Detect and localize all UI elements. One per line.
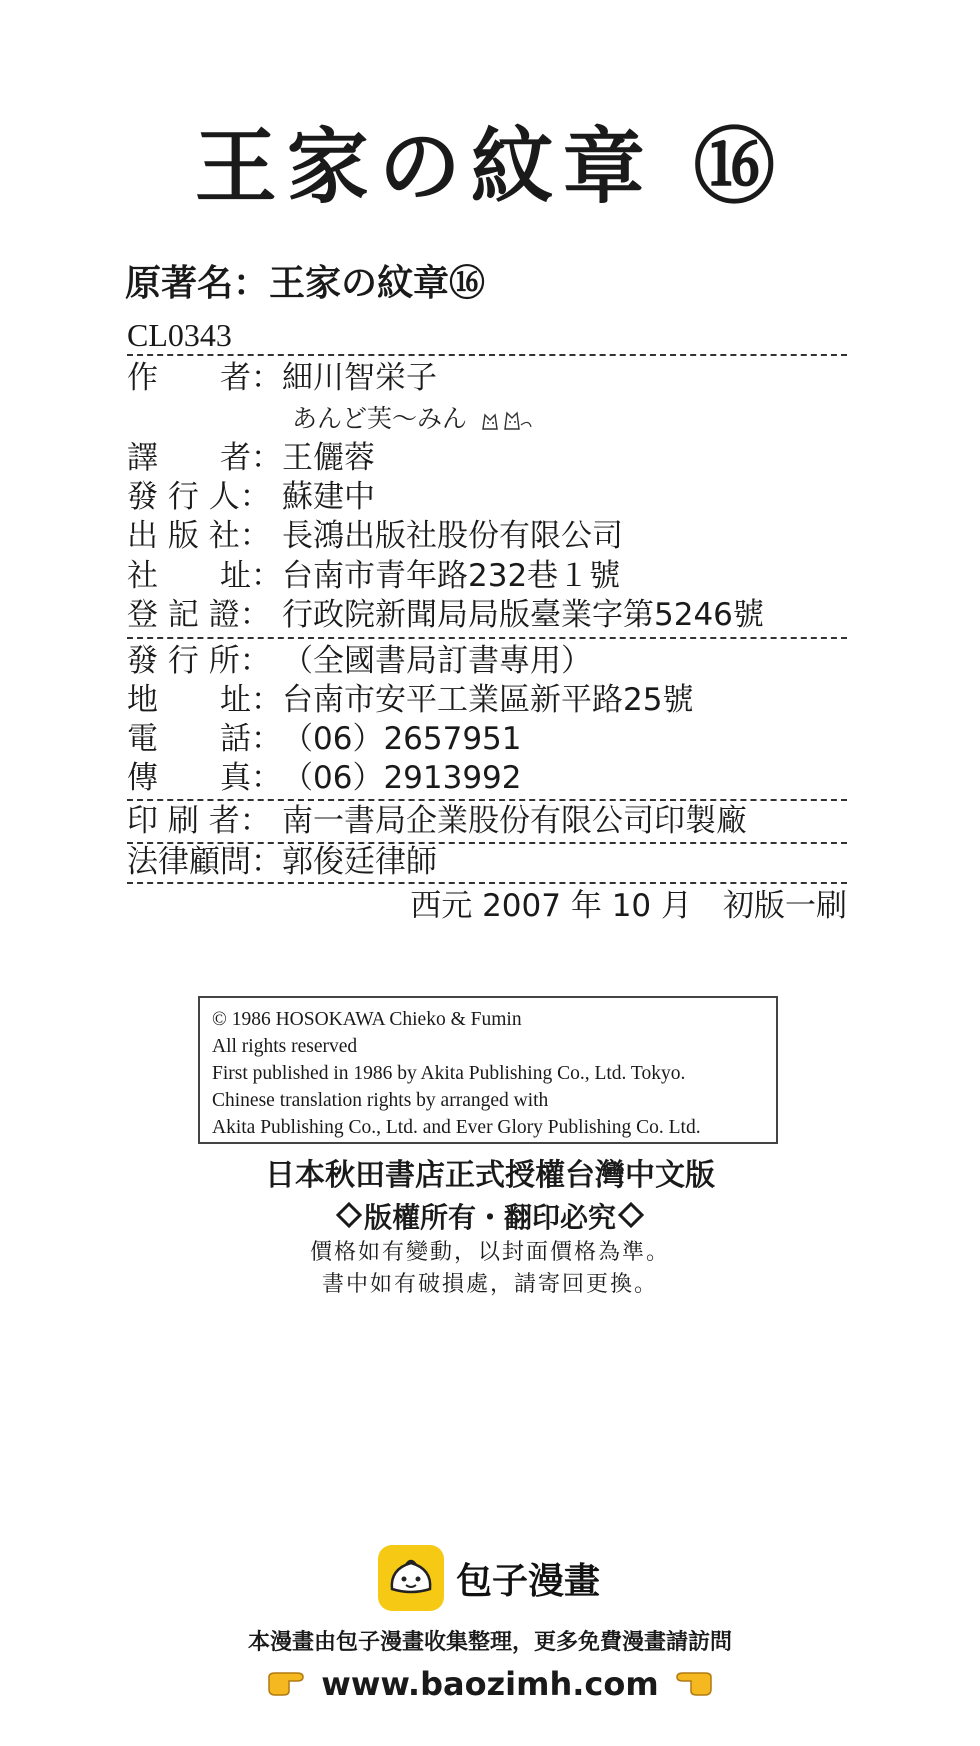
copyright-line: Chinese translation rights by arranged with (212, 1090, 549, 1111)
dist-row-phone (127, 719, 522, 759)
dist-value: （06）2913992 (282, 760, 522, 796)
copyright-line: Akita Publishing Co., Ltd. and Ever Glory Publishing Co. Ltd. (212, 1117, 701, 1138)
dist-label: 傳 真： (127, 760, 282, 796)
rights-text: 版權所有・翻印必究 (363, 1201, 616, 1234)
brand-block[interactable] (378, 1545, 600, 1611)
divider (127, 637, 847, 639)
price-note: 價格如有變動，以封面價格為準。 (309, 1240, 670, 1265)
credit-label: 譯 者： (127, 440, 282, 476)
site-url[interactable]: www.baozimh.com (321, 1665, 659, 1703)
credit-value: 行政院新聞局局版臺業字第5246號 (282, 597, 764, 633)
credit-row-publisher-person (127, 477, 375, 517)
credit-row-address (127, 556, 620, 596)
copyright-box (198, 996, 778, 1144)
main-title: 王家の紋章 ⑯ (194, 120, 786, 215)
dist-label: 電 話： (127, 721, 282, 757)
print-value: 南一書局企業股份有限公司印製廠 (282, 803, 747, 839)
copyright-line: © 1986 HOSOKAWA Chieko & Fumin (212, 1009, 522, 1030)
diamond-left-icon (336, 1199, 362, 1239)
dist-row-office (127, 641, 592, 681)
credit-label: 發 行 人： (127, 479, 271, 515)
credit-value: 台南市青年路232巷１號 (282, 558, 621, 594)
bun-logo-icon (378, 1545, 444, 1611)
print-value: 郭俊廷律師 (282, 844, 437, 880)
credit-row-translator (127, 438, 375, 478)
divider (127, 354, 847, 356)
print-row-legal (127, 842, 437, 882)
credit-value: 王儷蓉 (282, 440, 375, 476)
credit-value: 蘇建中 (282, 479, 375, 515)
credit-row-author (127, 358, 437, 398)
rights-statement (0, 1198, 980, 1239)
brand-name: 包子漫畫 (456, 1560, 601, 1602)
diamond-right-icon (618, 1199, 644, 1239)
print-label: 法律顧問： (127, 844, 282, 880)
dist-value: （06）2657951 (282, 721, 522, 757)
promo-text: 本漫畫由包子漫畫收集整理，更多免費漫畫請訪問 (247, 1630, 732, 1655)
credit-label: 登 記 證： (127, 597, 271, 633)
print-label: 印 刷 者： (127, 803, 271, 839)
original-title: 原著名：王家の紋章⑯ (125, 263, 486, 304)
credit-label: 出 版 社： (127, 518, 271, 554)
dist-row-fax (127, 758, 522, 798)
edition-date: 西元 2007 年 10 月 初版一刷 (410, 888, 847, 924)
catalog-code: CL0343 (127, 317, 232, 353)
copyright-line: First published in 1986 by Akita Publishing Co., Ltd. Tokyo. (212, 1063, 686, 1084)
cat-doodle-icon (479, 403, 535, 435)
copyright-line: All rights reserved (212, 1036, 358, 1057)
credit-row-registration (127, 595, 764, 635)
pointing-left-hand-icon (673, 1664, 713, 1708)
print-row-printer (127, 801, 747, 841)
dist-label: 發 行 所： (127, 643, 271, 679)
dist-row-address (127, 680, 693, 720)
credit-value: 細川智栄子 (282, 360, 437, 396)
damage-note: 書中如有破損處，請寄回更換。 (321, 1272, 658, 1297)
credit-label: 社 址： (127, 558, 282, 594)
credit-label: 作 者： (127, 360, 282, 396)
dist-label: 地 址： (127, 682, 282, 718)
authorization-statement: 日本秋田書店正式授權台灣中文版 (265, 1158, 715, 1193)
author-signature (292, 403, 535, 435)
dist-value: （全國書局訂書專用） (282, 643, 592, 679)
divider (127, 882, 847, 884)
credit-value: 長鴻出版社股份有限公司 (282, 518, 623, 554)
pointing-right-hand-icon (267, 1664, 307, 1708)
site-link-row (0, 1662, 980, 1708)
signature-text: あんど芙～みん (292, 404, 468, 433)
dist-value: 台南市安平工業區新平路25號 (282, 682, 694, 718)
credit-row-publisher (127, 516, 623, 556)
